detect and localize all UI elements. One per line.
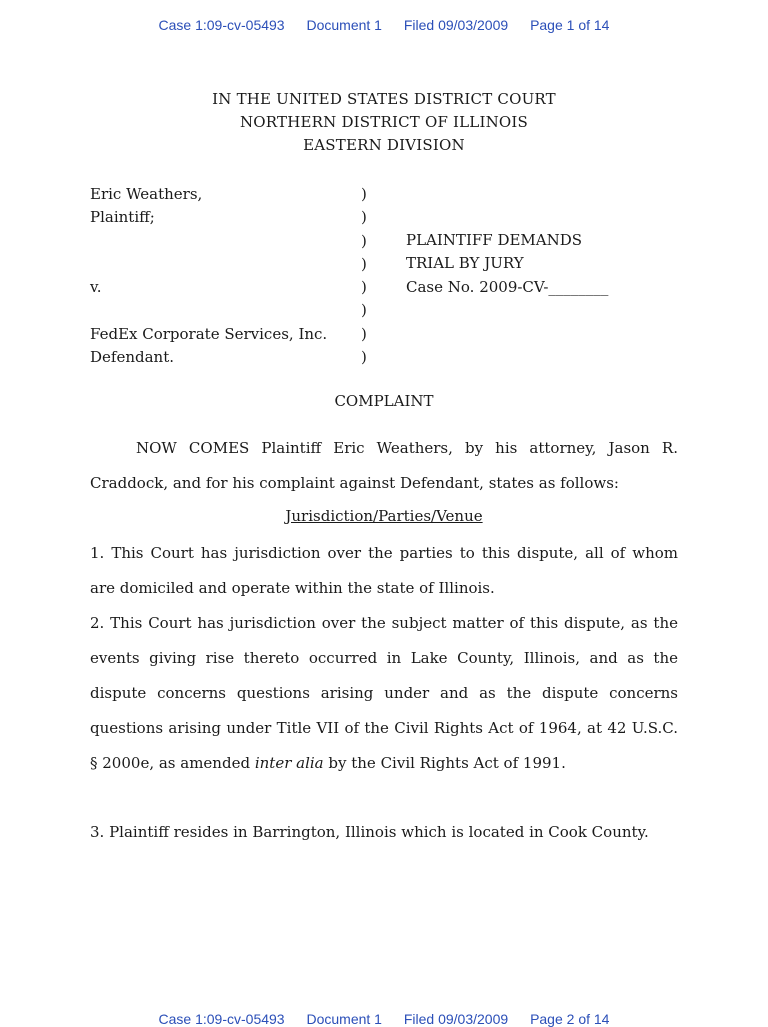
intro-paragraph: NOW COMES Plaintiff Eric Weathers, by his attorney, Jason R. Craddock, and for his complaint against Defendant, states as follows: [90,439,678,492]
caption-spacer [90,253,327,276]
caption-case-info [406,229,608,299]
court-division: EASTERN DIVISION [303,136,465,154]
paragraph-2-italic: inter alia [254,754,324,772]
header-document: Document 1 [306,17,382,33]
court-district: NORTHERN DISTRICT OF ILLINOIS [239,113,529,131]
caption-spacer [90,299,327,322]
header-case-number: Case 1:09-cv-05493 [158,1011,285,1027]
paragraph-2 [90,606,678,781]
court-name: IN THE UNITED STATES DISTRICT COURT [212,90,556,108]
header-filed-date: Filed 09/03/2009 [403,1011,509,1027]
next-page-header [0,1011,768,1027]
caption-paren: ) [361,348,367,367]
header-document: Document 1 [306,1011,382,1027]
caption-paren: ) [361,185,367,203]
caption-defendant-name: FedEx Corporate Services, Inc. [90,324,328,343]
case-number-blank: Case No. 2009-CV-________ [406,277,609,296]
header-page-number: Page 1 of 14 [530,17,610,33]
caption-versus: v. [90,278,102,297]
caption-spacer [90,230,327,253]
caption-paren: ) [361,324,367,343]
caption-plaintiff-role: Plaintiff; [90,208,155,227]
paragraph-3: 3. Plaintiff resides in Barrington, Illinois which is located in Cook County. [90,823,649,841]
jury-demand-line1: PLAINTIFF DEMANDS [406,231,583,249]
caption-paren: ) [361,231,367,250]
caption-defendant-role: Defendant. [90,348,174,367]
paragraph-2-text-end: by the Civil Rights Act of 1991. [323,754,566,772]
caption-paren: ) [361,301,367,320]
header-filed-date: Filed 09/03/2009 [403,17,509,33]
jury-demand-line2: TRIAL BY JURY [406,254,524,273]
caption-plaintiff-name: Eric Weathers, [90,185,203,203]
paragraph-2-text: 2. This Court has jurisdiction over the subject matter of this dispute, as the events giving rise thereto occurred in Lake County, Illinois, and as the dispute concerns questions arising under and as the dispute concerns questions arising under Title VII of the Civil Rights Act of 1964, at 42 U.S.C. § 2000e, as amended [90,614,678,772]
paragraph-1: 1. This Court has jurisdiction over the parties to this dispute, all of whom are domiciled and operate within the state of Illinois. [90,544,678,597]
document-title: COMPLAINT [334,392,434,410]
header-page-number: Page 2 of 14 [530,1011,610,1027]
caption-parentheses [361,183,367,369]
section-heading: Jurisdiction/Parties/Venue [285,507,483,525]
caption-paren: ) [361,278,367,297]
caption-paren: ) [361,254,367,273]
page-header [0,17,768,33]
caption-parties [90,183,327,369]
caption-paren: ) [361,208,367,227]
header-case-number: Case 1:09-cv-05493 [158,17,285,33]
